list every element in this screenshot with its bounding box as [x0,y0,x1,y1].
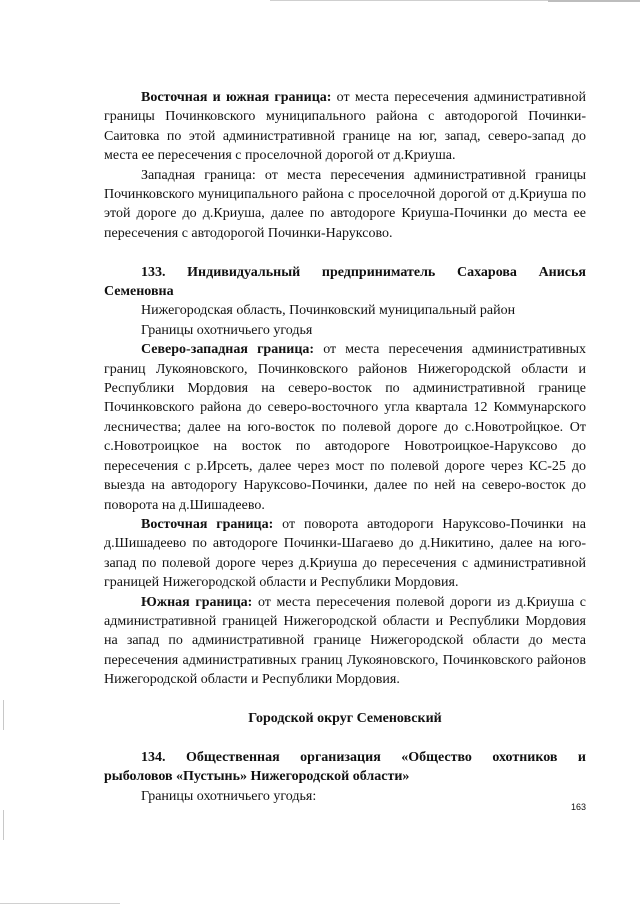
entry-133-region: Нижегородская область, Починковский муниципальный район [141,303,516,319]
east-boundary-text: от поворота автодороги Наруксово-Починки на д.Шишадеево по автодороге Починки-Шагаево до д.Никитино, далее на юго-запад по полевой дороге через д.Криуша до пересечения с административной границей Нижегородской области и Республики Мордовия. [104,516,586,591]
scan-edge-bottom [0,903,120,904]
spacer [104,728,586,747]
entry-133-boundaries-heading: Границы охотничьего угодья [141,322,313,338]
east-boundary-paragraph [104,515,586,593]
south-boundary-paragraph [104,593,586,690]
northwest-boundary-paragraph [104,340,586,515]
scan-mark [3,810,4,840]
district-heading: Городской округ Семеновский [248,710,442,726]
document-body [104,88,586,806]
entry-133-title-line1: 133. Индивидуальный предприниматель Сахарова Анисья [141,264,586,280]
south-boundary-label: Южная граница: [141,594,253,610]
entry-134-title-line2: рыболовов «Пустынь» Нижегородской области» [104,769,410,785]
east-south-boundary-label: Восточная и южная граница: [141,90,332,105]
south-boundary-text: от места пересечения полевой дороги из д.Криуша с административной границей Нижегородской области и Республики Мордовия на запад по административной границе Нижегородской области до места пересечения административных границ Лукояновского, Починковского районов Нижегородской области и Республики Мордовия. [104,594,587,688]
east-south-boundary-text: от места пересечения административной границы Починковского муниципального района с автодорогой Починки-Саитовка по этой административной границе на юг, запад, северо-запад до места ее пересечения с проселочной дорогой от д.Криуша. [104,90,586,164]
spacer [104,243,586,262]
scan-edge-top-dark [548,0,640,2]
spacer [104,690,586,709]
northwest-boundary-text: от места пересечения административных границ Лукояновского, Починковского районов Нижегородской области и Республики Мордовия на северо-восток по административной границе Починковского района до северо-восточного угла квартала 12 Коммунарского лесничества; далее на юго-восток по полевой дороге до с.Новотройцкое. От с.Новотроицкое на восток по автодороге Новотроицкое-Наруксово до пересечения с р.Ирсеть, далее через мост по полевой дороге через КС-25 до выезда на автодорогу Наруксово-Починки, далее по ней на северо-восток до поворота на д.Шишадеево. [104,342,586,513]
east-boundary-label: Восточная граница: [141,516,274,532]
entry-133-title-line2: Семеновна [104,284,174,300]
scan-mark [3,700,4,730]
entry-134-title-line1: 134. Общественная организация «Общество охотников и [141,749,586,765]
entry-134-boundaries-heading: Границы охотничьего угодья: [141,788,317,804]
page-number: 163 [570,802,586,812]
east-south-boundary-paragraph [104,88,586,166]
northwest-boundary-label: Северо-западная граница: [141,342,315,358]
west-boundary-paragraph: Западная граница: от места пересечения административной границы Починковского муниципального района с проселочной дорогой от д.Криуша по этой дороге до д.Криуша, далее по автодороге Криуша-Починки до места ее пересечения с автодорогой Починки-Наруксово. [104,167,586,241]
